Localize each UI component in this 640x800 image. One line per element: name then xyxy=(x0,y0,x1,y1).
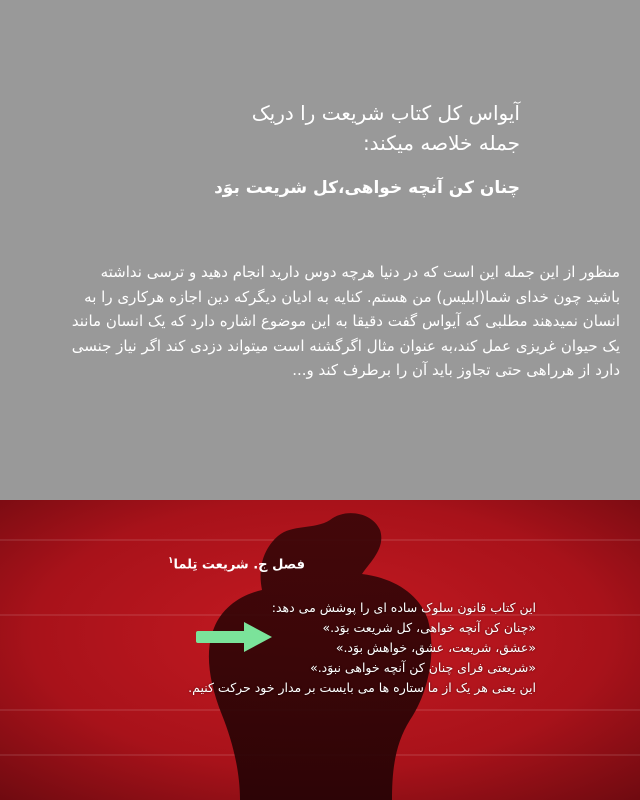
book-excerpt xyxy=(96,598,536,698)
excerpt-line-4: «شریعتی فرای چنان کن آنچه خواهی نبوَد.» xyxy=(310,660,536,675)
headline-line-2: جمله خلاصه میکند: xyxy=(362,131,520,155)
image-text-overlay xyxy=(0,500,640,800)
excerpt-line-3: «عشق، شریعت، عشق، خواهش بوَد.» xyxy=(335,640,536,655)
quote: چنان کن آنچه خواهی،کل شریعت بوَد xyxy=(214,178,520,198)
chapter-title xyxy=(168,556,305,572)
excerpt-line-2: «چنان کن آنچه خواهی، کل شریعت بوَد.» xyxy=(322,620,536,635)
excerpt-line-1: این کتاب قانون سلوک ساده ای را پوشش می دهد: xyxy=(271,600,536,615)
footnote-mark: ۱ xyxy=(168,556,174,566)
excerpt-line-5: این یعنی هر یک از ما ستاره ها می بایست بر مدار خود حرکت کنیم. xyxy=(188,680,536,695)
headline xyxy=(100,98,520,158)
chapter-title-text: فصل ج. شریعت تِلما xyxy=(173,557,305,573)
body-paragraph: منظور از این جمله این است که در دنیا هرچه دوس دارید انجام دهید و ترسی نداشته باشید چون خدای شما(ابلیس) من هستم. کنایه به ادیان دیگرکه دین اجازه هرکاری را به انسان نمیدهند مطلبی که آیواس گفت دقیقا به این موضوع اشاره دارد که یک انسان مانند یک حیوان غریزی عمل کند،به عنوان مثال اگرگشنه است میتواند دزدی کند اگر نیاز جنسی دارد از هرراهی حتی تجاوز باید آن را برطرف کند و... xyxy=(71,263,620,379)
headline-line-1: آیواس کل کتاب شریعت را دریک xyxy=(251,101,520,125)
book-page-image xyxy=(0,500,640,800)
